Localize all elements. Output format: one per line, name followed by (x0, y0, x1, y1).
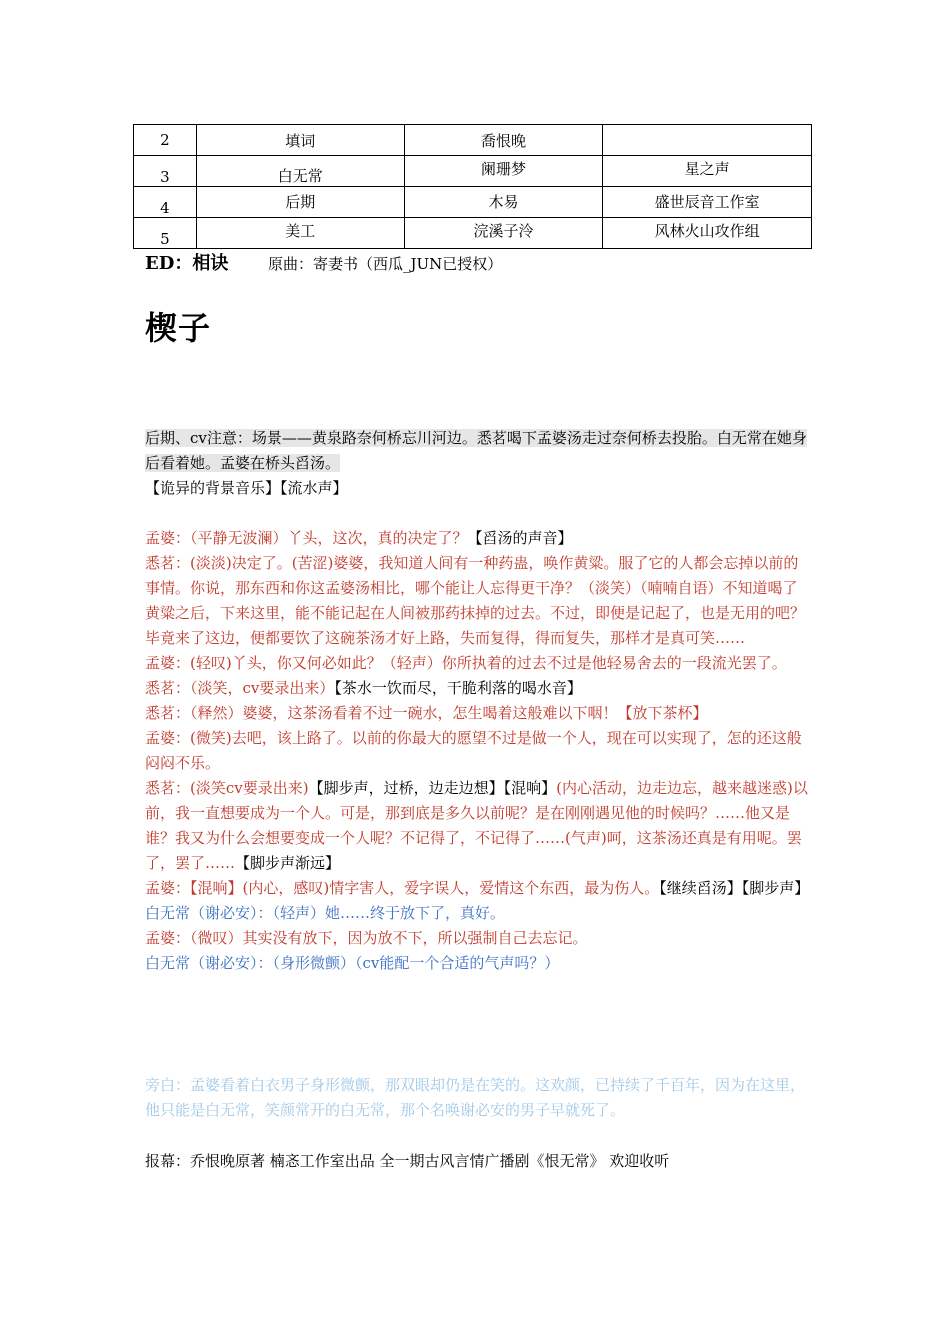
dialogue: 孟婆：（微叹）其实没有放下，因为放不下，所以强制自己去忘记。 (145, 929, 588, 947)
script-line (145, 651, 811, 676)
script-line (145, 876, 811, 901)
row-number: 2 (134, 125, 197, 156)
row-name: 阑珊梦 (404, 156, 603, 187)
script-line (145, 551, 811, 651)
dialogue: 白无常（谢必安）：（轻声）她……终于放下了，真好。 (145, 904, 506, 922)
dialogue: (内心，感叹)情字害人，爱字误人，爱情这个东西，最为伤人。 (242, 879, 660, 897)
dialogue: 悉茗：(淡淡)决定了。(苦涩)婆婆，我知道人间有一种药蛊，唤作黄粱。服了它的人都会忘掉以前的事情。你说，那东西和你这孟婆汤相比，哪个能让人忘得更干净？（淡笑）（喃喃自语）不知道喝了黄粱之后，下来这里，能不能记起在人间被那药抹掉的过去。不过，即便是记起了，也是无用的吧？毕竟来了这边，便都要饮了这碗茶汤才好上路，失而复得，得而复失，那样才是真可笑…… (145, 554, 806, 647)
ed-title: ED：相诀 (145, 253, 229, 274)
row-role: 美工 (196, 218, 404, 249)
row-number: 3 (134, 156, 197, 187)
dialogue: 孟婆：(轻叹)丫头，你又何必如此？（轻声）你所执着的过去不过是他轻易舍去的一段流光罢了。 (145, 654, 787, 672)
row-name: 木易 (404, 187, 603, 218)
row-role: 填词 (196, 125, 404, 156)
row-name: 浣溪子泠 (404, 218, 603, 249)
row-name: 喬恨晚 (404, 125, 603, 156)
dialogue: (内心活动，边走边忘，越来越迷惑)以前，我一直想要成为一个人。可是，那到底是多久以前呢？是在刚刚遇见他的时候吗？……他又是谁？我又为什么会想要变成一个人呢？不记得了，不记得了……(气声)呵，这茶汤还真是有用呢。罢了，罢了…… (145, 779, 808, 872)
staff-table (133, 124, 812, 249)
script-line (145, 676, 811, 701)
row-number: 4 (134, 187, 197, 218)
script-line (145, 726, 811, 776)
row-role: 后期 (196, 187, 404, 218)
dialogue: 悉茗：(淡笑cv要录出来) (145, 779, 309, 797)
script-line (145, 701, 811, 726)
production-note (145, 426, 811, 501)
note-sfx: 【诡异的背景音乐】【流水声】 (145, 479, 348, 497)
sound-cue: 【混响】 (190, 879, 243, 897)
ed-original-credit: 原曲：寄妻书（西瓜_JUN已授权） (268, 255, 503, 273)
script-line (145, 526, 811, 551)
row-extra: 风林火山攻作组 (603, 218, 812, 249)
row-extra: 盛世辰音工作室 (603, 187, 812, 218)
row-extra (603, 125, 812, 156)
dialogue: 孟婆： (145, 879, 191, 897)
table-row (134, 187, 812, 218)
sound-cue: 【继续舀汤】【脚步声】 (659, 879, 810, 897)
row-number: 5 (134, 218, 197, 249)
narration: 旁白：孟婆看着白衣男子身形微颤，那双眼却仍是在笑的。这欢颜，已持续了千百年，因为在这里，他只能是白无常，笑颜常开的白无常，那个名唤谢必安的男子早就死了。 (145, 1076, 806, 1119)
sound-cue: 【脚步声渐远】 (235, 854, 341, 872)
dialogue: 孟婆：（平静无波澜）丫头，这次，真的决定了？ (145, 529, 468, 547)
dialogue: 悉茗：（释然）婆婆，这茶汤看着不过一碗水，怎生喝着这般难以下咽！ (145, 704, 618, 722)
dialogue: 悉茗：（淡笑，cv要录出来） (145, 679, 335, 697)
script-line (145, 951, 811, 976)
row-role: 白无常 (196, 156, 404, 187)
script-line (145, 901, 811, 926)
sound-cue: 【脚步声，过桥，边走边想】【混响】 (308, 779, 557, 797)
closing-announcement: 报幕：乔恨晚原著 楠忞工作室出品 全一期古风言情广播剧《恨无常》 欢迎收听 (145, 1152, 670, 1170)
dialogue: 白无常（谢必安）：（身形微颤）（cv能配一个合适的气声吗？） (145, 954, 560, 972)
dialogue: 孟婆：(微笑)去吧，该上路了。以前的你最大的愿望不过是做一个人，现在可以实现了，怎的还这般闷闷不乐。 (145, 729, 802, 772)
sound-cue: 【舀汤的声音】 (467, 529, 573, 547)
sound-cue: 【放下茶杯】 (617, 704, 708, 722)
section-heading: 楔子 (145, 309, 212, 347)
table-row (134, 218, 812, 249)
script-block (145, 526, 811, 976)
note-scene-line: 后期、cv注意：场景——黄泉路奈何桥忘川河边。悉茗喝下孟婆汤走过奈何桥去投胎。白无常在她身后看着她。孟婆在桥头舀汤。 (145, 429, 807, 472)
script-line (145, 926, 811, 951)
sound-cue: 【茶水一饮而尽，干脆利落的喝水音】 (334, 679, 582, 697)
table-row (134, 125, 812, 156)
row-extra: 星之声 (603, 156, 812, 187)
script-line (145, 776, 811, 876)
table-row (134, 156, 812, 187)
